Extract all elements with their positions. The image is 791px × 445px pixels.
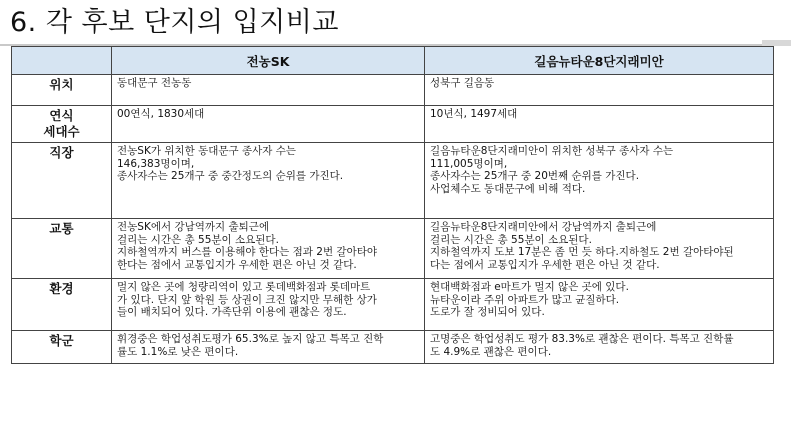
row-label-age-households: 연식 세대수 xyxy=(12,106,112,143)
row-label-environment: 환경 xyxy=(12,279,112,331)
table-row xyxy=(12,106,774,143)
table-row xyxy=(12,219,774,279)
cell-complex-b: 길음뉴타운8단지래미안이 위치한 성북구 종사자 수는 111,005명이며, 종사자수는 25개구 중 20번째 순위를 가진다. 사업체수도 동대문구에 비해 적다. xyxy=(425,143,774,219)
cell-complex-a: 전농SK에서 강남역까지 출퇴근에 걸리는 시간은 총 55분이 소요된다. 지하철역까지 버스를 이용해야 한다는 점과 2번 갈아타야 한다는 점에서 교통입지가 우세한 편은 아닌 것 같다. xyxy=(112,219,425,279)
cell-complex-a: 00연식, 1830세대 xyxy=(112,106,425,143)
comparison-table xyxy=(11,46,774,364)
cell-complex-a: 멀지 않은 곳에 청량리역이 있고 롯데백화점과 롯데마트 가 있다. 단지 앞 학원 등 상권이 크진 않지만 무해한 상가 들이 배치되어 있다. 가족단위 이용에 괜찮은 정도. xyxy=(112,279,425,331)
cell-complex-b: 현대백화점과 e마트가 멀지 않은 곳에 있다. 뉴타운이라 주위 아파트가 많고 균질하다. 도로가 잘 정비되어 있다. xyxy=(425,279,774,331)
header-blank xyxy=(12,47,112,75)
row-label-location: 위치 xyxy=(12,75,112,106)
cell-complex-b: 길음뉴타운8단지래미안에서 강남역까지 출퇴근에 걸리는 시간은 총 55분이 소요된다. 지하철역까지 도보 17분은 좀 먼 듯 하다.지하철도 2번 갈아타야된 다는 점에서 교통입지가 우세한 편은 아닌 것 같다. xyxy=(425,219,774,279)
cell-complex-a: 동대문구 전농동 xyxy=(112,75,425,106)
cell-complex-b: 10년식, 1497세대 xyxy=(425,106,774,143)
cell-complex-a: 휘경중은 학업성취도평가 65.3%로 높지 않고 특목고 진학 률도 1.1%로 낮은 편이다. xyxy=(112,331,425,364)
header-complex-a: 전농SK xyxy=(112,47,425,75)
table-row xyxy=(12,143,774,219)
cell-complex-b: 고명중은 학업성취도 평가 83.3%로 괜찮은 편이다. 특목고 진학률 도 4.9%로 괜찮은 편이다. xyxy=(425,331,774,364)
cell-complex-b: 성북구 길음동 xyxy=(425,75,774,106)
table-row xyxy=(12,279,774,331)
table-header-row xyxy=(12,47,774,75)
row-label-transport: 교통 xyxy=(12,219,112,279)
row-label-school-district: 학군 xyxy=(12,331,112,364)
page-title: 6. 각 후보 단지의 입지비교 xyxy=(10,7,339,38)
cell-complex-a: 전농SK가 위치한 동대문구 종사자 수는 146,383명이며, 종사자수는 25개구 중 중간정도의 순위를 가진다. xyxy=(112,143,425,219)
table-row xyxy=(12,331,774,364)
header-complex-b: 길음뉴타운8단지래미안 xyxy=(425,47,774,75)
table-row xyxy=(12,75,774,106)
row-label-workplace: 직장 xyxy=(12,143,112,219)
